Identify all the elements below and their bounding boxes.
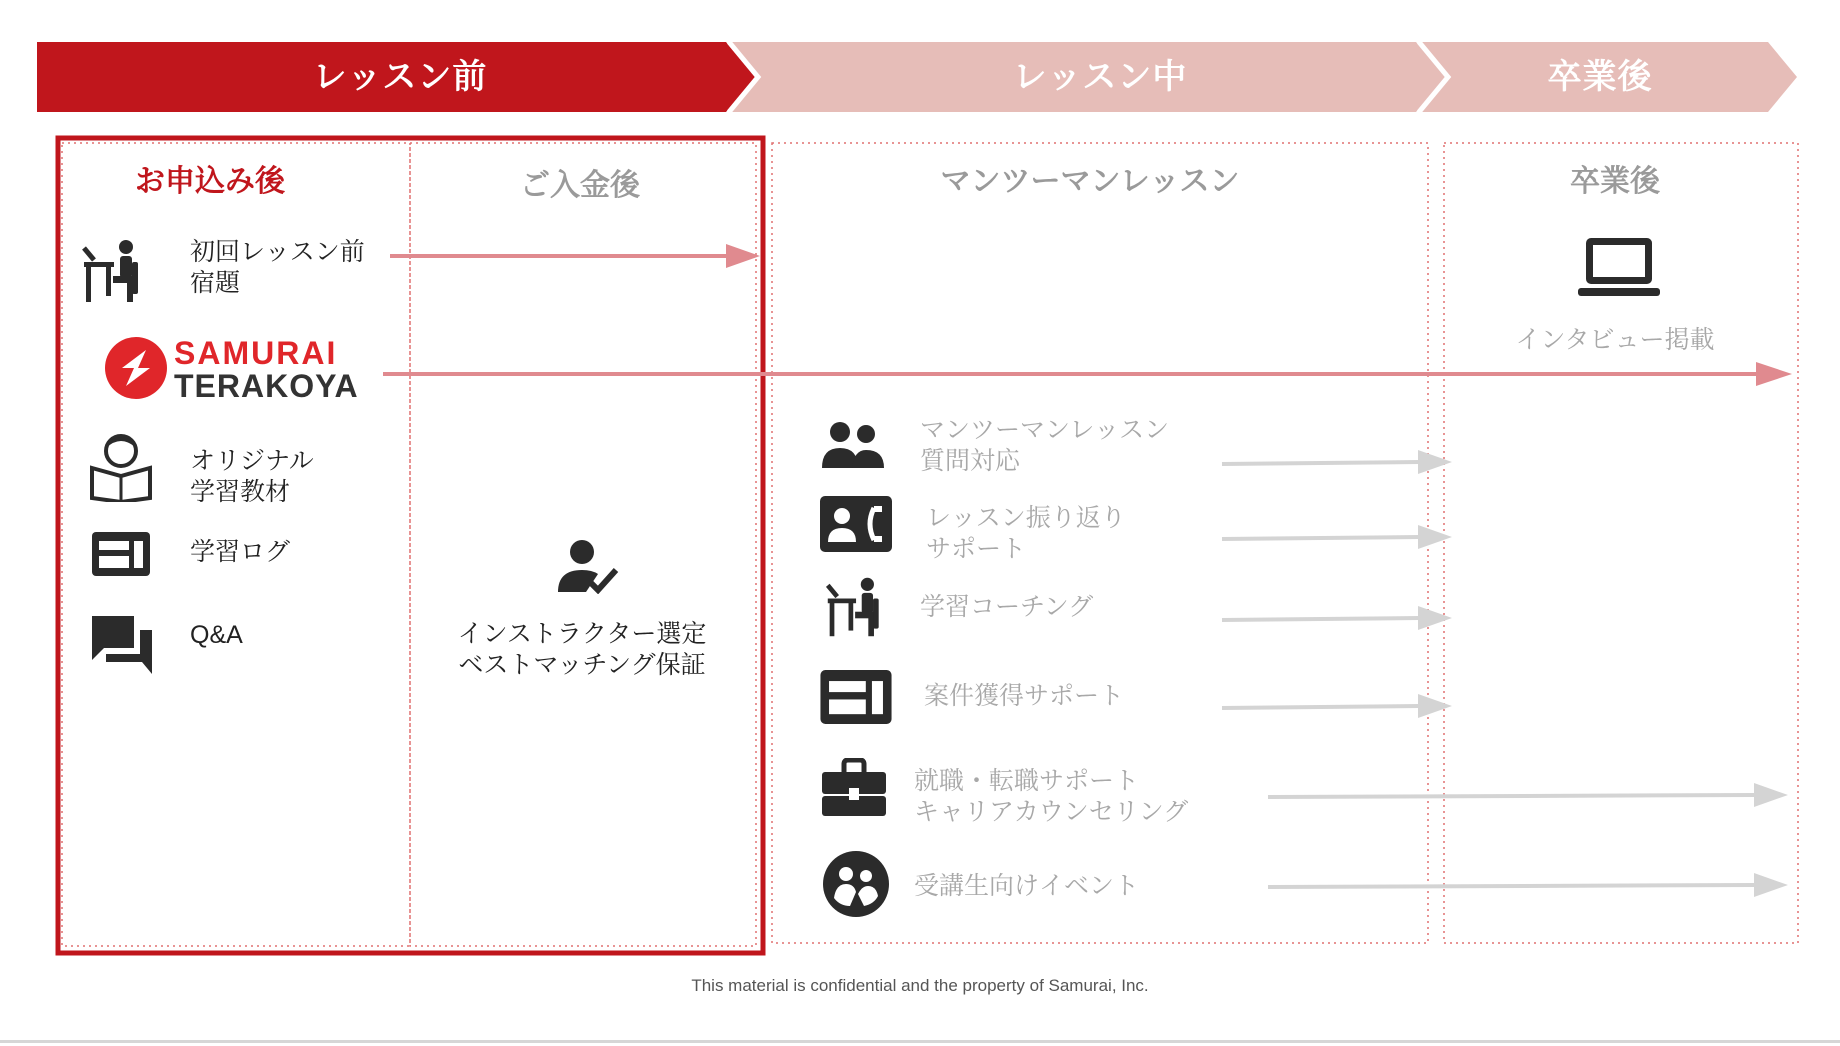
arrow-samurai-head <box>1756 362 1792 386</box>
briefcase-icon <box>820 758 888 818</box>
arrow-review <box>1222 537 1420 539</box>
bottom-divider <box>0 1040 1840 1043</box>
student-desk-icon <box>80 236 150 306</box>
chat-bubbles-icon <box>90 614 154 674</box>
arrow-qa-head <box>1418 450 1452 474</box>
item-lesson-review: レッスン振り返り サポート <box>926 503 1126 563</box>
samurai-logo-icon <box>104 336 168 400</box>
phase-after-grad-label: 卒業後 <box>1547 57 1653 97</box>
arrow-projects-head <box>1418 694 1452 718</box>
dashboard-icon <box>818 666 894 728</box>
arrow-homework-head <box>726 244 760 268</box>
arrow-qa <box>1222 462 1420 464</box>
item-study-log: 学習ログ <box>190 537 291 566</box>
person-check-icon <box>556 538 620 594</box>
phase-during-label: レッスン中 <box>1012 57 1188 97</box>
contact-phone-icon <box>818 494 894 554</box>
item-career-support: 就職・転職サポート キャリアカウンセリング <box>914 766 1189 826</box>
item-homework: 初回レッスン前 宿題 <box>190 237 365 297</box>
logo-text-samurai: SAMURAI <box>174 335 338 371</box>
confidential-footer: This material is confidential and the property of Samurai, Inc. <box>691 976 1149 995</box>
title-after-application: お申込み後 <box>135 164 285 199</box>
arrow-events <box>1268 885 1756 887</box>
title-after-graduation: 卒業後 <box>1570 164 1660 199</box>
arrow-coaching <box>1222 618 1420 620</box>
title-after-payment: ご入金後 <box>520 168 640 203</box>
student-desk-icon <box>824 574 890 640</box>
arrow-projects <box>1222 706 1420 708</box>
item-project-support: 案件獲得サポート <box>924 681 1125 710</box>
title-one-on-one: マンツーマンレッスン <box>940 164 1240 199</box>
group-circle-icon <box>822 850 890 918</box>
open-book-icon <box>86 432 156 502</box>
item-interview: インタビュー掲載 <box>1515 325 1715 354</box>
item-original-materials: オリジナル 学習教材 <box>190 446 314 506</box>
item-student-events: 受講生向けイベント <box>914 871 1140 900</box>
arrow-career-head <box>1754 783 1788 807</box>
arrow-career <box>1268 795 1756 797</box>
people-icon <box>820 420 886 470</box>
arrow-events-head <box>1754 873 1788 897</box>
item-coaching: 学習コーチング <box>920 592 1094 621</box>
dashboard-icon <box>90 530 152 578</box>
logo-text-terakoya: TERAKOYA <box>174 368 359 404</box>
item-qa: Q&A <box>190 621 243 649</box>
arrow-coaching-head <box>1418 606 1452 630</box>
item-instructor-matching: インストラクター選定 ベストマッチング保証 <box>457 619 707 679</box>
item-one-on-one-qa: マンツーマンレッスン 質問対応 <box>920 415 1170 475</box>
laptop-icon <box>1576 236 1662 300</box>
arrow-review-head <box>1418 525 1452 549</box>
phase-before-label: レッスン前 <box>312 57 488 97</box>
